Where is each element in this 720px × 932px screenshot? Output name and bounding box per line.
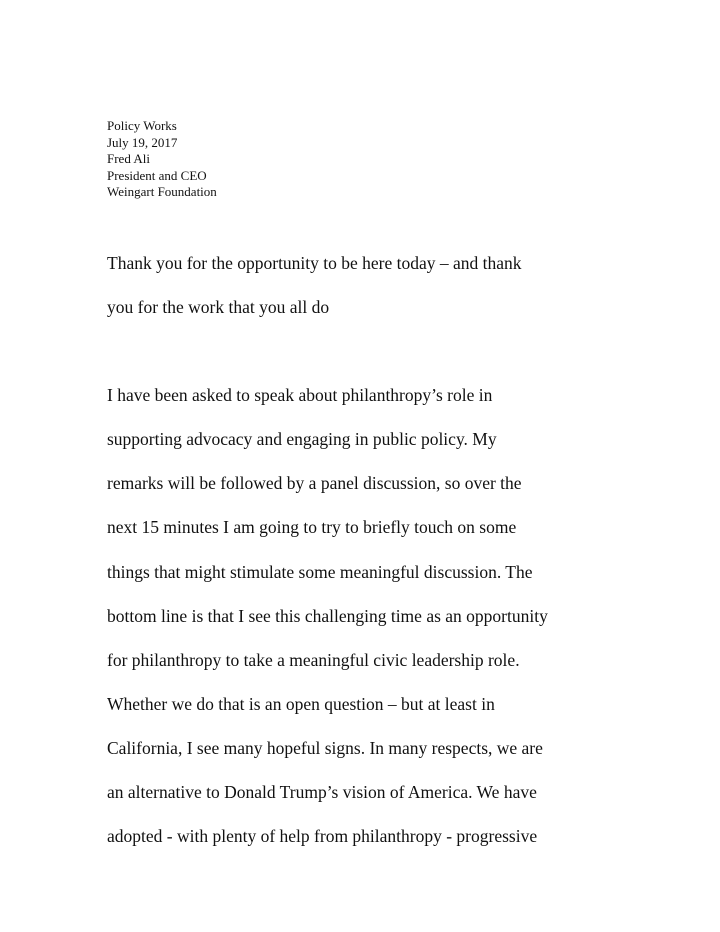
- speaker-name: Fred Ali: [107, 151, 150, 166]
- paragraph-2-line: things that might stimulate some meaningful discussion. The: [107, 562, 533, 582]
- paragraph-2-line: next 15 minutes I am going to try to briefly touch on some: [107, 517, 517, 537]
- paragraph-2-line: bottom line is that I see this challenging time as an opportunity: [107, 606, 548, 626]
- organization-name: Weingart Foundation: [107, 184, 217, 199]
- paragraph-2-line: supporting advocacy and engaging in public policy. My: [107, 429, 497, 449]
- paragraph-2-line: for philanthropy to take a meaningful civic leadership role.: [107, 650, 520, 670]
- speaker-title: President and CEO: [107, 167, 207, 183]
- paragraph-2-line: California, I see many hopeful signs. In many respects, we are: [107, 738, 543, 758]
- paragraph-1-line: Thank you for the opportunity to be here today – and thank: [107, 253, 522, 273]
- document-header: [107, 118, 217, 201]
- paragraph-2-line: adopted - with plenty of help from philanthropy - progressive: [107, 826, 538, 846]
- paragraph-1-line: you for the work that you all do: [107, 297, 330, 317]
- event-name: Policy Works: [107, 118, 177, 133]
- paragraph-2-line: I have been asked to speak about philanthropy’s role in: [107, 385, 493, 405]
- paragraph-2-line: remarks will be followed by a panel discussion, so over the: [107, 473, 522, 493]
- paragraph-2-line: an alternative to Donald Trump’s vision of America. We have: [107, 782, 537, 802]
- paragraph-2-line: Whether we do that is an open question – but at least in: [107, 694, 495, 714]
- document-date: July 19, 2017: [107, 134, 178, 150]
